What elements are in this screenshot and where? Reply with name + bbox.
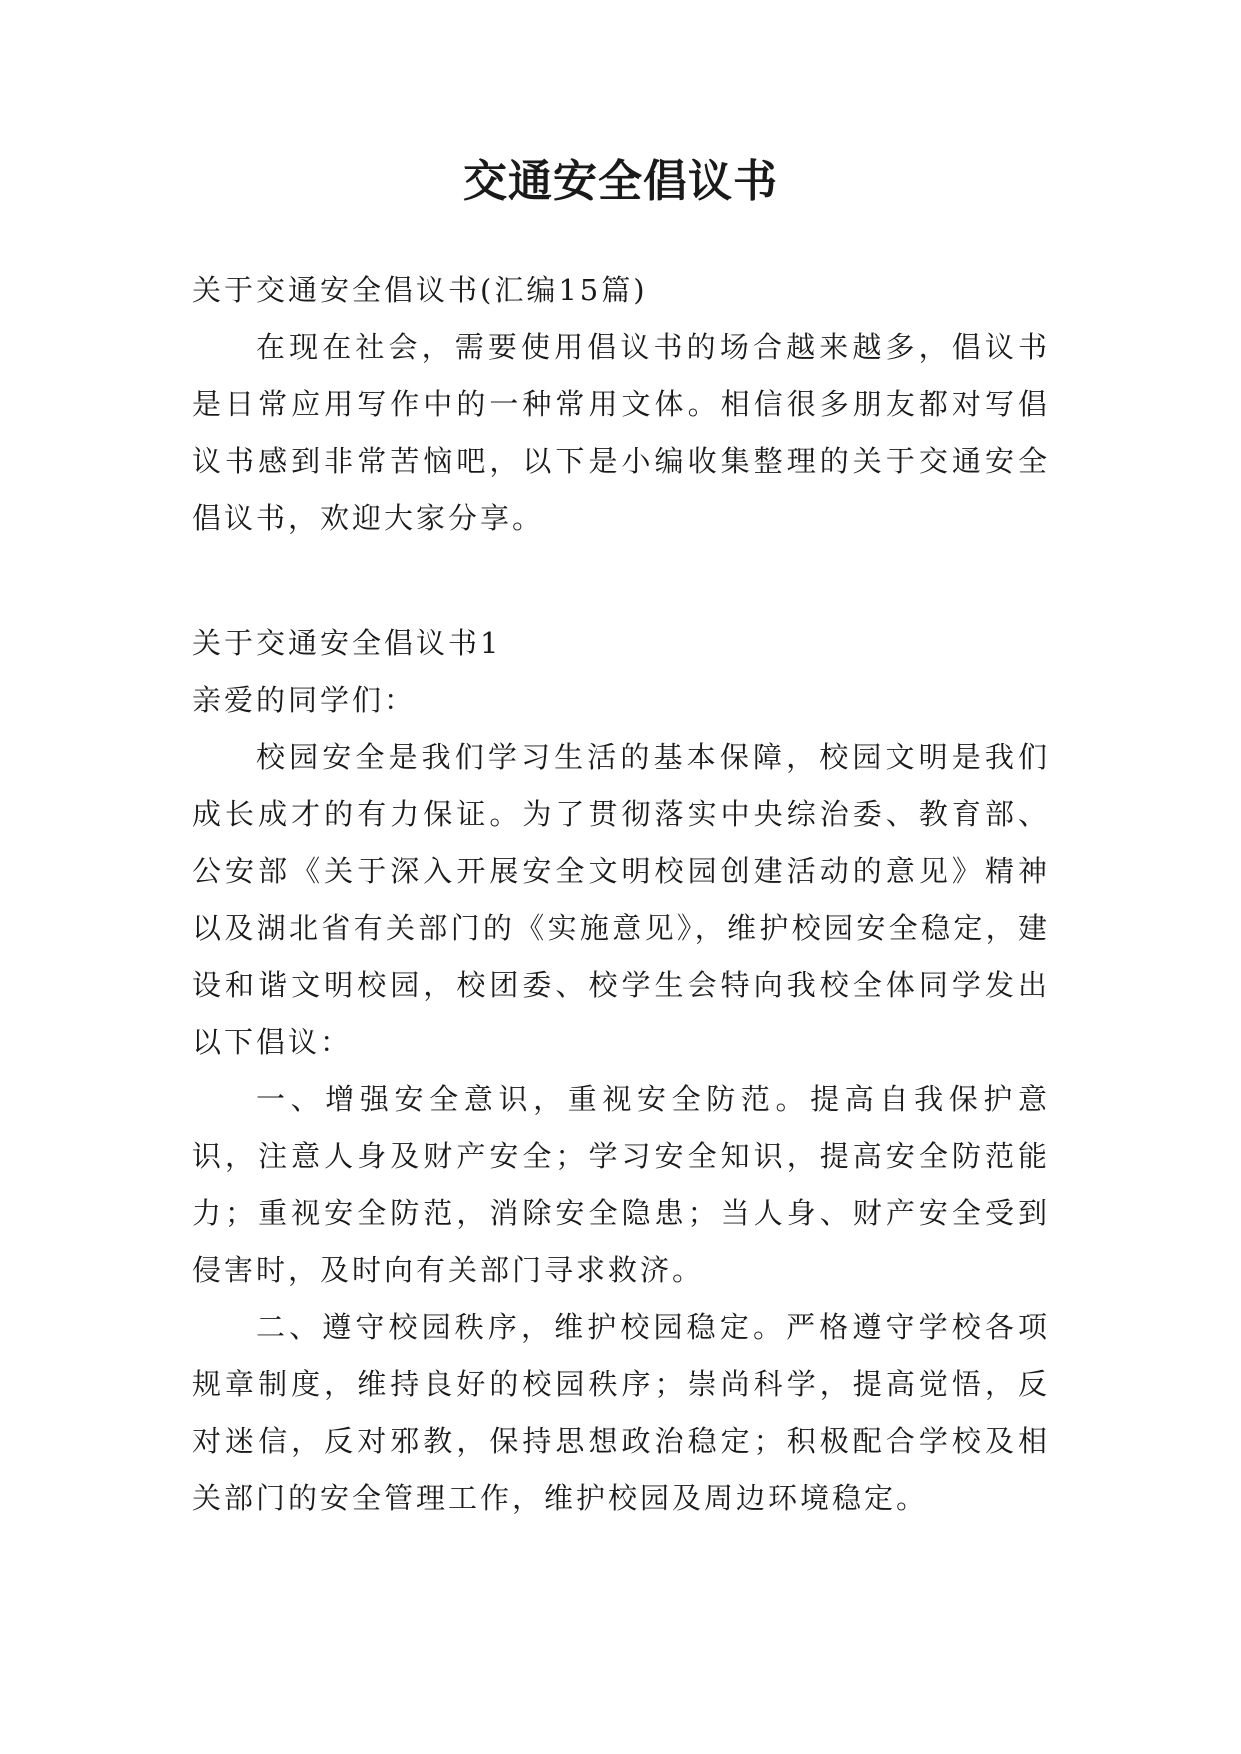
intro-paragraph: 在现在社会，需要使用倡议书的场合越来越多，倡议书是日常应用写作中的一种常用文体。相信很多朋友都对写倡议书感到非常苦恼吧，以下是小编收集整理的关于交通安全倡议书，欢迎大家分享。 bbox=[192, 330, 1050, 535]
body-paragraph: 一、增强安全意识，重视安全防范。提高自我保护意识，注意人身及财产安全；学习安全知识，提高安全防范能力；重视安全防范，消除安全隐患；当人身、财产安全受到侵害时，及时向有关部门寻求救济。 bbox=[192, 1082, 1050, 1287]
document-body bbox=[192, 262, 1050, 1527]
section-heading: 关于交通安全倡议书1 bbox=[192, 626, 502, 660]
document-subtitle: 关于交通安全倡议书(汇编15篇) bbox=[192, 273, 648, 307]
body-paragraph: 二、遵守校园秩序，维护校园稳定。严格遵守学校各项规章制度，维持良好的校园秩序；崇尚科学，提高觉悟，反对迷信，反对邪教，保持思想政治稳定；积极配合学校及相关部门的安全管理工作，维护校园及周边环境稳定。 bbox=[192, 1310, 1050, 1515]
section-spacer bbox=[192, 547, 1050, 615]
salutation: 亲爱的同学们： bbox=[192, 683, 417, 717]
body-paragraph: 校园安全是我们学习生活的基本保障，校园文明是我们成长成才的有力保证。为了贯彻落实中央综治委、教育部、公安部《关于深入开展安全文明校园创建活动的意见》精神以及湖北省有关部门的《实施意见》，维护校园安全稳定，建设和谐文明校园，校团委、校学生会特向我校全体同学发出以下倡议： bbox=[192, 740, 1050, 1059]
document-title: 交通安全倡议书 bbox=[463, 156, 778, 207]
